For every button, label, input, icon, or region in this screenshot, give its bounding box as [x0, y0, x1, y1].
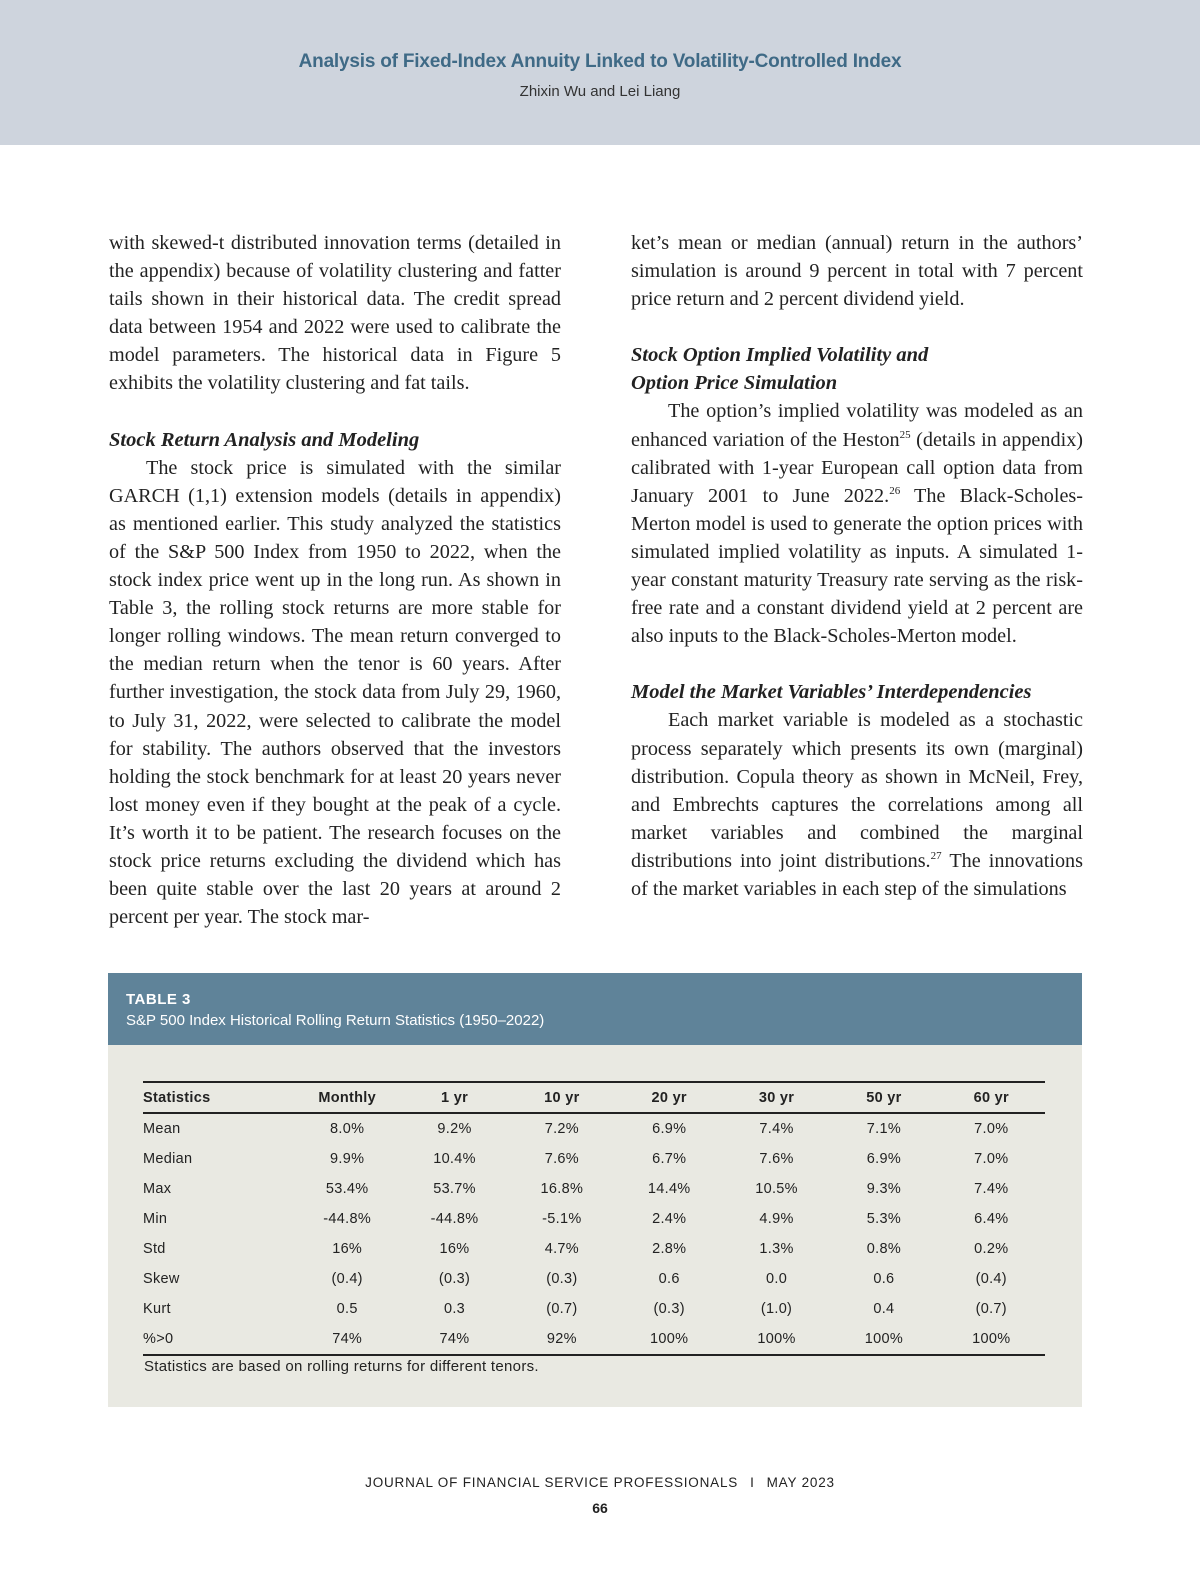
table-cell: 53.4%	[325, 1181, 369, 1197]
statistics-table	[143, 1081, 1045, 1356]
table-cell: 0.4	[873, 1301, 895, 1317]
column-header: Monthly	[294, 1082, 401, 1113]
table-label: TABLE 3	[126, 991, 191, 1008]
table-cell: 4.9%	[759, 1211, 794, 1227]
table-cell: 7.4%	[759, 1121, 794, 1137]
table-cell: 0.8%	[866, 1241, 902, 1257]
table-cell: (0.3)	[546, 1271, 578, 1287]
column-header: Statistics	[143, 1082, 294, 1113]
table-row	[143, 1324, 1045, 1355]
footnote-ref-25: 25	[899, 428, 911, 441]
table-cell: 6.4%	[974, 1211, 1009, 1227]
table-cell: 0.6	[873, 1271, 895, 1287]
text-segment: The option’s implied volatility was modeled as an enhanced variation of the Heston	[631, 400, 1083, 451]
table-cell: 92%	[508, 1324, 615, 1355]
table-cell: 9.9%	[330, 1151, 365, 1167]
table-cell: -44.8%	[430, 1211, 479, 1227]
table-row	[143, 1264, 1045, 1294]
table-cell: 100%	[723, 1324, 830, 1355]
row-label: Kurt	[143, 1301, 171, 1317]
table-cell: 7.0%	[974, 1121, 1009, 1137]
column-header: 60 yr	[938, 1082, 1045, 1113]
table-cell: 16%	[332, 1241, 363, 1257]
table-cell: (0.4)	[975, 1271, 1007, 1287]
table-cell: 7.6%	[544, 1151, 579, 1167]
page-number: 66	[592, 1500, 608, 1516]
row-label: Std	[143, 1241, 166, 1257]
table-cell: 8.0%	[330, 1121, 365, 1137]
table-cell: (0.7)	[546, 1301, 578, 1317]
paragraph-stock-return: The stock price is simulated with the similar GARCH (1,1) extension models (details in appendix) as mentioned earlier. This study analyzed the statistics of the S&P 500 Index from 1950 to 2022, when the stock index price went up in the long run. As shown in Table 3, the rolling stock returns are more stable for longer rolling windows. The mean return converged to the median return when the tenor is 60 years. After further investigation, the stock data from July 29, 1960, to July 31, 2022, were selected to calibrate the model for stability. The authors observed that the investors holding the stock benchmark for at least 20 years never lost money even if they bought at the peak of a cycle. It’s worth it to be patient. The research focuses on the stock price returns excluding the dividend which has been quite stable over the last 20 years at around 2 percent per year. The stock mar-	[109, 456, 561, 929]
paragraph-market-return: ket’s mean or median (annual) return in the authors’ simulation is around 9 percent in total with 7 percent price return and 2 percent dividend yield.	[631, 232, 1083, 311]
table-row	[143, 1174, 1045, 1204]
table-row	[143, 1144, 1045, 1174]
table-cell: 0.0	[766, 1271, 788, 1287]
table-cell: 14.4%	[647, 1181, 691, 1197]
table-cell: 74%	[401, 1324, 508, 1355]
table-cell: 0.3	[443, 1301, 466, 1317]
table-header-band	[108, 973, 1082, 1045]
journal-name: JOURNAL OF FINANCIAL SERVICE PROFESSIONALS	[365, 1475, 739, 1490]
column-header: 50 yr	[830, 1082, 937, 1113]
table-cell: 16.8%	[540, 1181, 584, 1197]
column-header: 1 yr	[401, 1082, 508, 1113]
row-label: %>0	[143, 1324, 294, 1355]
text-segment: (details in appendix) calibrated with 1-year European call option data from January 2001 to June 2022.	[631, 428, 1084, 507]
row-label: Median	[143, 1151, 193, 1167]
table-cell: 100%	[616, 1324, 723, 1355]
table-cell: 6.7%	[652, 1151, 687, 1167]
column-header: 20 yr	[616, 1082, 723, 1113]
table-row	[143, 1294, 1045, 1324]
table-cell: 7.1%	[866, 1121, 902, 1137]
table-cell: (0.3)	[438, 1271, 471, 1287]
table-cell: 2.4%	[652, 1211, 687, 1227]
text-segment: The Black-Scholes-Merton model is used to generate the option prices with simulated implied volatility as inputs. A simulated 1-year constant maturity Treasury rate serving as the risk-free rate and a constant dividend yield at 2 percent are also inputs to the Black-Scholes-Merton model.	[631, 484, 1083, 648]
footnote-ref-27: 27	[930, 849, 942, 862]
paragraph-credit-spread: with skewed-t distributed innovation terms (detailed in the appendix) because of volatility clustering and fatter tails shown in their historical data. The credit spread data between 1954 and 2022 were used to calibrate the model parameters. The historical data in Figure 5 exhibits the volatility clustering and fat tails.	[109, 232, 561, 395]
table-cell: 100%	[830, 1324, 937, 1355]
issue-date: MAY 2023	[766, 1475, 835, 1490]
table-cell: 100%	[938, 1324, 1045, 1355]
table-cell: 1.3%	[759, 1241, 794, 1257]
table-cell: 6.9%	[866, 1151, 902, 1167]
row-label: Skew	[143, 1271, 180, 1287]
column-header: 30 yr	[723, 1082, 830, 1113]
table-cell: (0.4)	[331, 1271, 363, 1287]
table-cell: 9.3%	[866, 1181, 902, 1197]
row-label: Max	[143, 1181, 172, 1197]
table-cell: 10.5%	[755, 1181, 798, 1197]
left-column	[109, 229, 561, 931]
table-row	[143, 1234, 1045, 1264]
table-cell: 16%	[439, 1241, 470, 1257]
table-cell: (0.7)	[975, 1301, 1007, 1317]
heading-line-1: Stock Option Implied Volatility and	[631, 344, 929, 367]
row-label: Mean	[143, 1121, 181, 1137]
footer-journal	[0, 1475, 1200, 1490]
table-cell: 0.6	[658, 1271, 680, 1287]
text-segment: Each market variable is modeled as a stochastic process separately which presents its own (marginal) distribution. Copula theory as shown in McNeil, Frey, and Embrechts captures the correlations among all market variables and combined the marginal distributions into joint distributions.	[631, 709, 1083, 872]
text-segment: The innovations of the market variables in each step of the simulations	[631, 849, 1083, 900]
row-label: Min	[143, 1211, 168, 1227]
section-heading-stock-return: Stock Return Analysis and Modeling	[109, 428, 420, 451]
table-cell: 4.7%	[544, 1241, 579, 1257]
table-cell: 2.8%	[652, 1241, 687, 1257]
table-cell: -5.1%	[542, 1211, 582, 1227]
table-cell: 74%	[294, 1324, 401, 1355]
heading-line-2: Option Price Simulation	[631, 372, 838, 395]
table-cell: 5.3%	[866, 1211, 902, 1227]
table-cell: 0.5	[336, 1301, 358, 1317]
column-header: 10 yr	[508, 1082, 615, 1113]
section-heading-interdependencies: Model the Market Variables’ Interdependencies	[631, 681, 1032, 704]
section-heading-option-volatility	[631, 341, 1083, 397]
table-cell: 7.2%	[544, 1121, 579, 1137]
table-caption: S&P 500 Index Historical Rolling Return Statistics (1950–2022)	[126, 1012, 545, 1029]
paragraph-implied-volatility	[631, 397, 1083, 650]
article-title: Analysis of Fixed-Index Annuity Linked to Volatility-Controlled Index	[298, 51, 902, 72]
table-cell: 10.4%	[433, 1151, 476, 1167]
table-cell: 7.4%	[974, 1181, 1009, 1197]
table-cell: 7.0%	[974, 1151, 1009, 1167]
footnote-ref-26: 26	[889, 484, 901, 497]
right-column	[631, 229, 1083, 903]
table-cell: (0.3)	[653, 1301, 685, 1317]
table-3-box	[108, 973, 1082, 1407]
table-row	[143, 1204, 1045, 1234]
table-cell: (1.0)	[760, 1301, 793, 1317]
footer-separator: I	[750, 1475, 755, 1490]
table-row	[143, 1113, 1045, 1144]
table-cell: 7.6%	[759, 1151, 794, 1167]
table-cell: 0.2%	[974, 1241, 1009, 1257]
article-authors: Zhixin Wu and Lei Liang	[519, 83, 681, 100]
table-cell: 9.2%	[437, 1121, 472, 1137]
table-note: Statistics are based on rolling returns for different tenors.	[144, 1358, 539, 1375]
table-cell: 6.9%	[652, 1121, 687, 1137]
table-cell: -44.8%	[323, 1211, 372, 1227]
paragraph-copula	[631, 706, 1083, 903]
table-cell: 53.7%	[433, 1181, 476, 1197]
